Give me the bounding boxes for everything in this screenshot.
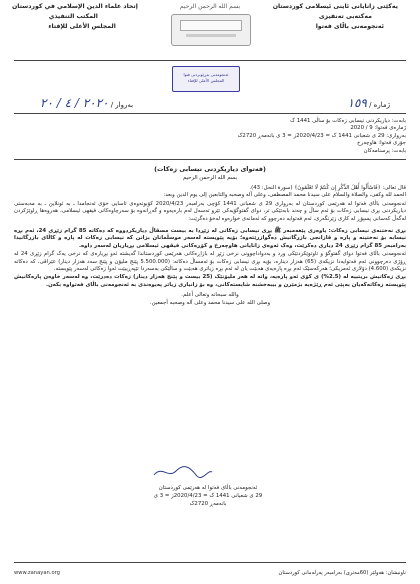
meta-line: ژمارەی فەتوا: 9 / 2020 [350,125,406,132]
header-kurdish-line: ئەنجومەنی باڵای فەتوا [315,23,384,30]
fatwa-title: (فەتوای دیاریکردنی نیسابی زەکات) [154,165,266,173]
footer-address: ناونیشان: هەولێر (60مەتری) بەرامبەر پەرلەمانی کوردستان [278,570,406,576]
body-paragraph: ئەنجومەنی باڵای فەتوا دوای گفتوگۆ و تاوتوێکردنێکی ورد و بەدواداچوونی نرخی زێڕ لە بازاڕەکانی هەرێمی کوردستاندا گەیشتە ئەو بڕیارەی کە نرخی یەک گرام زێڕی 24 لە ڕۆژی دەرچوونی ئەم فەتوایەدا نزیکەی (65) هەزار دینارە، بۆیە بڕی نیسابی زەکات بۆ ئەمساڵ دەکاتە: (5.500.000 پێنج ملیۆن و پێنج سەد هەزار دینار) عێراقی، کە دەکاتە نزیکەی (4.600) دۆلاری ئەمریکی؛ هەرکەسێک ئەم بڕە پارەیەی هەبێت یان لە ئەم بڕە زیاتری هەبێت و ساڵێکی بەسەردا تێپەڕیبێت ئەوا زەکاتی لەسەر پێویستە. [14,251,406,273]
meta-divider [14,113,406,114]
body-paragraph: الحمد لله وكفى، والصلاة والسلام على سيدنا محمد المصطفى، وعلى آله وصحبه والتابعين إلى يوم الدين وبعد: [163,192,406,199]
header-arabic-line: المكتب التنفيذي [48,13,98,20]
document-number-value: ١٥٩ [347,96,367,110]
document-number-label: ژمارە / [369,101,390,109]
meta-line: جۆری فەتوا: هاوچەرخ [357,140,406,147]
meta-line: بابەت: پرسنامەکان [363,147,406,154]
footer-website: www.zanayan.org [14,570,60,576]
header-arabic-line: إتحاد علماء الدين الإسلامي في كوردستان [12,3,138,10]
logo-calligraphy [180,20,242,31]
footer-divider [14,562,406,563]
body-paragraph: قال تعالى: ﴿فَاسْأَلُوا أَهْلَ الذِّكْرِ إِن كُنتُمْ لَا تَعْلَمُونَ﴾ (سورة النحل: 43). [249,185,406,191]
meta-line: بابەت: دیاریکردنی نیسابی زەکات بۆ ساڵی 1441 ک [290,118,406,124]
organization-logo [171,14,251,46]
header-kurdish-line: یەکێتی زانایانی ئاینی ئیسلامی کوردستان [272,3,398,10]
title-basmala: بسم الله الرحمن الرحيم [182,175,238,181]
document-date [40,96,133,110]
logo-underline [186,34,236,37]
header-basmala: بسم الله الرحمن الرحيم [179,3,241,10]
header-kurdish [273,2,398,32]
signature-block [148,484,268,508]
closing-line: وصلى الله على سيدنا محمد وعلى آله وصحبه أجمعين. [149,299,271,306]
stamp-line: ئەنجومەنی بەڕێوبردنی فتوا [183,72,229,77]
header-arabic [12,2,138,32]
document-date-label: بەروار / [110,101,134,109]
body-paragraph: بڕی زەکاتیش بریتییە لە (2.5%) ی کۆی ئەو پارەیە، واتە لە هەر ملیۆنێک (25 بیست و پێنج هەزار دینار) زەکات دەدرێت، وە لەسەر خاوەن پارەکانیش پێویستە زەکاتەکەیان بەپێی ئەم ڕێژەیە بژمێرن و بیبەخشنە شایستەکانی، وە بۆ زانیاری زیاتر پەیوەندی بە ئەنجومەنی باڵای فەتواوە بکەن. [14,274,406,288]
signature-org: ئەنجومەنی باڵای فەتوا لە هەرێمی کوردستان [158,485,258,491]
body-paragraph: بڕی نەختنەی نیسابی زەکات: یاوەری پێغەمبەر ﷺ بڕی نیسابی زەکاتی لە زێڕدا بە بیست مسقاڵ دیاریکردووە کە دەکاتە 85 گرام زێڕی 24، ئەم بڕە نیسابە بۆ نەختینە و پارە و قازانجی بازرگانیش دەگوازرێتەوە؛ بۆیە پێویستە لەسەر موسڵمانان بزانن کە نیسابی زەکات لە پارە و کاڵای بازرگانیدا بەرامبەر 85 گرام زێڕی 24 دیاری دەکرێت، وەک ئەوەی زانایانی هاوچەرخ و کۆڕەکانی فیقهی ئیسلامی بڕیاریان لەسەر داوە. [14,228,406,249]
fatwa-metadata [14,118,406,155]
document-number [348,96,390,110]
header-divider [14,60,406,61]
header-arabic-line: المجلس الأعلى للإفتاء [48,23,116,30]
meta-line: بەرواری: 29 ی شعبانی 1441 ک = 2020/4/23ز = 3 ی بانەمەڕ 2720ک [237,132,406,139]
title-divider [14,159,406,160]
page-footer [14,568,406,578]
header-kurdish-line: مەکتەبی تەنفیزی [318,13,372,20]
signature-date: 29 ی شعبانی 1441 ک = 2020/4/23ز = 3 ی بانەمەڕ 2720ک [153,493,263,507]
fatwa-body [14,185,406,307]
signature-mark [150,463,214,481]
document-date-value: ٢٠٢٠ / ٤ / ٢٠ [40,96,109,110]
body-paragraph: ئەنجومەنی باڵای فەتوا لە هەرێمی کوردستان لە بەرواری 29 ی شعبانی 1441 کۆچی بەرامبەر 2020/4/23 کۆبونەوەی ئاسایی خۆی ئەنجامدا ـ بە ئونلاین ـ بە مەبەستی دیاریکردنی بڕی نیسابی زەکات بۆ ئەم ساڵ و چەند بابەتێکی تر، دوای گفتوگۆیەکی تێرو تەسەل لەم بارەیەوە و گەڕانەوە بۆ سەرچاوەکانی فیقهی ئیسلامی، هەروەها ڕاوێژکردن لەگەڵ کەسانی پسپۆڕ لە کاری زێرنگەری، ئەم فەتوایە دەرچوو کە ئەمانەی خوارەوە لەخۆ دەگرێت: [14,200,406,222]
received-stamp [172,66,240,92]
stamp-line: المجلس الأعلى للإفتاء [187,78,225,83]
closing-line: والله سبحانه وتعالى أعلم. [181,292,239,299]
